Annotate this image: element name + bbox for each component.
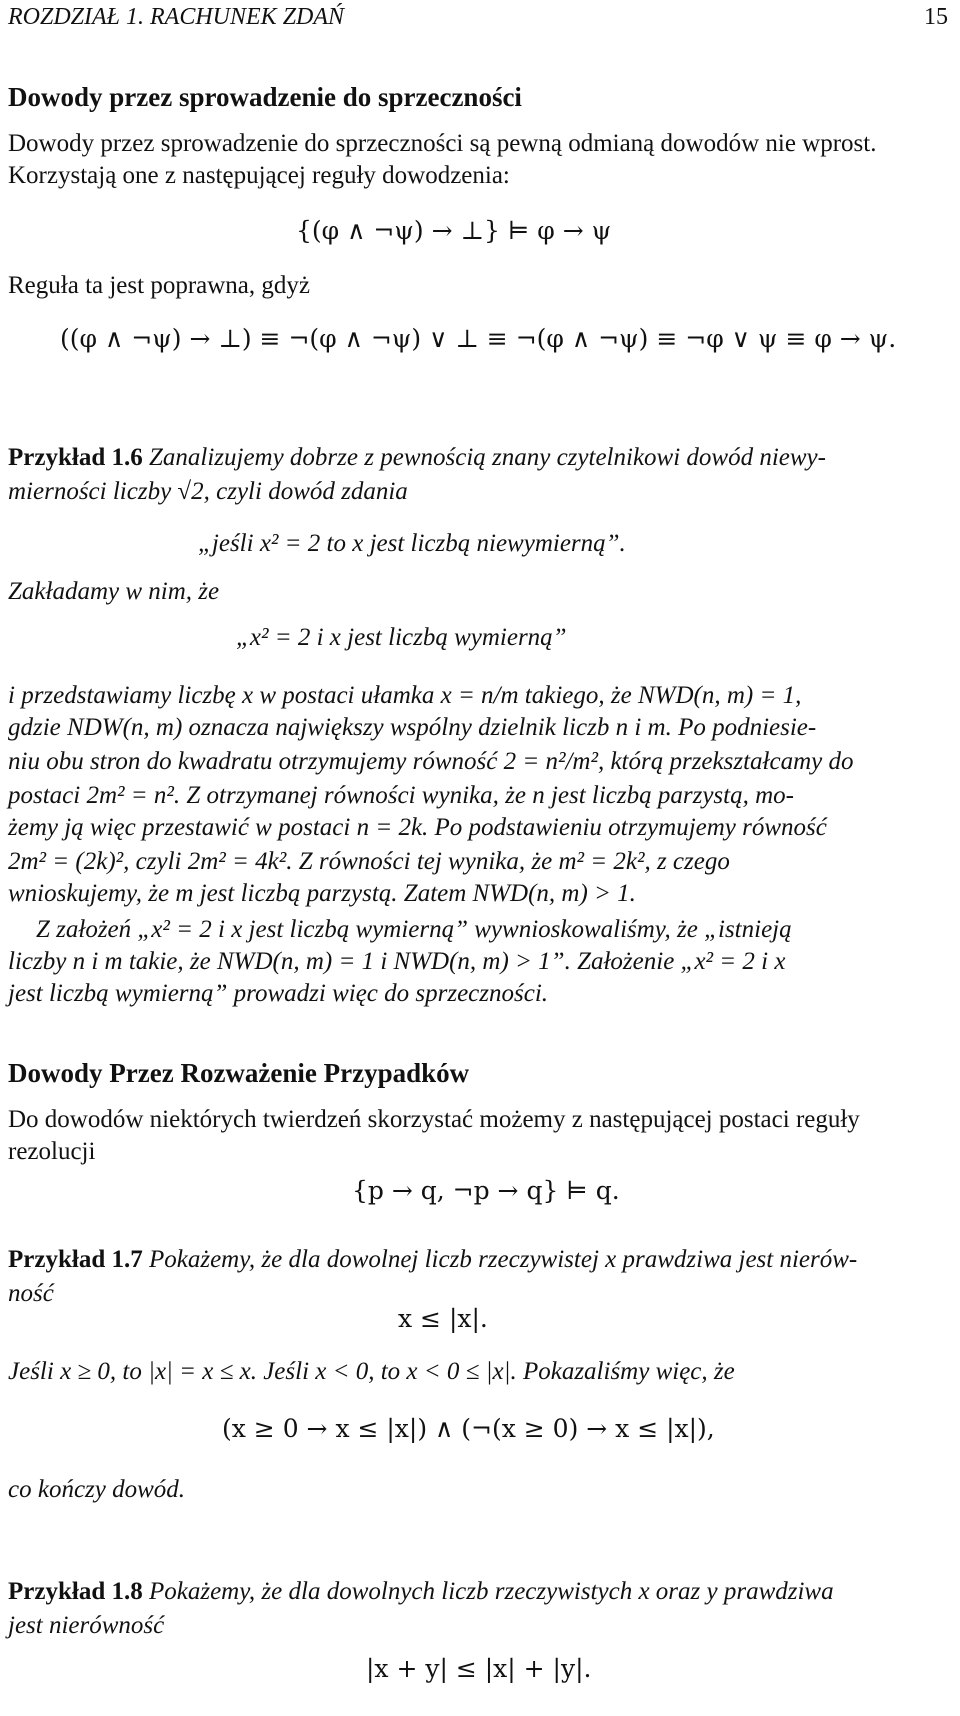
example-1-7-end: co kończy dowód. [8,1476,186,1503]
example-1-8-label: Przykład 1.8 [8,1578,143,1605]
section-heading-contradiction: Dowody przez sprowadzenie do sprzeczności [8,82,522,112]
rule-justification-text: Reguła ta jest poprawna, gdyż [8,272,310,299]
example-1-6-assume-text: Zakładamy w nim, że [8,578,220,605]
proof-body-line: żemy ją więc przestawić w postaci n = 2k. Po podstawieniu otrzymujemy równość [8,814,827,841]
proof-body-line: 2m² = (2k)², czyli 2m² = 4k². Z równości tej wynika, że m² = 2k², z czego [8,848,730,875]
example-1-6-statement: „jeśli x² = 2 to x jest liczbą niewymierną”. [198,530,626,557]
resolution-rule-formula: {p → q, ¬p → q} ⊨ q. [352,1176,620,1205]
example-1-8-line2: jest nierówność [8,1612,165,1639]
example-1-8-line1 [8,1578,952,1606]
example-1-6-assumption: „x² = 2 i x jest liczbą wymierną” [236,624,567,651]
proof-body-line: gdzie NDW(n, m) oznacza największy wspólny dzielnik liczb n i m. Po podniesie- [8,714,817,741]
example-1-6-text: Zanalizujemy dobrze z pewnością znany czytelnikowi dowód niewy- [148,444,826,471]
example-1-7-label: Przykład 1.7 [8,1246,143,1273]
example-1-8-text: Pokażemy, że dla dowolnych liczb rzeczywistych x oraz y prawdziwa [148,1578,834,1605]
example-1-7-line2: ność [8,1280,54,1307]
example-1-6-label: Przykład 1.6 [8,444,143,471]
section1-paragraph-line1: Dowody przez sprowadzenie do sprzeczności są pewną odmianą dowodów nie wprost. [8,130,877,157]
example-1-7-line3: Jeśli x ≥ 0, to |x| = x ≤ x. Jeśli x < 0, to x < 0 ≤ |x|. Pokazaliśmy więc, że [8,1358,735,1385]
running-header-title: ROZDZIAŁ 1. RACHUNEK ZDAŃ [8,4,345,30]
example-1-6-line2: mierności liczby √2, czyli dowód zdania [8,478,408,505]
example-1-7-line1 [8,1246,952,1274]
section1-paragraph-line2: Korzystają one z następującej reguły dowodzenia: [8,162,510,189]
proof-body-line: jest liczbą wymierną” prowadzi więc do sprzeczności. [8,980,549,1007]
example-1-7-text: Pokażemy, że dla dowolnej liczb rzeczywistej x prawdziwa jest nierów- [148,1246,858,1273]
example-1-8-formula: |x + y| ≤ |x| + |y|. [366,1654,592,1683]
example-1-7-formula2: (x ≥ 0 → x ≤ |x|) ∧ (¬(x ≥ 0) → x ≤ |x|), [222,1414,715,1443]
section2-line1: Do dowodów niektórych twierdzeń skorzystać możemy z następującej postaci reguły [8,1106,860,1133]
proof-body-line: Z założeń „x² = 2 i x jest liczbą wymierną” wywnioskowaliśmy, że „istnieją [36,916,792,943]
proof-body-line: postaci 2m² = n². Z otrzymanej równości wynika, że n jest liczbą parzystą, mo- [8,782,794,809]
example-1-7-formula: x ≤ |x|. [398,1304,488,1333]
section2-line2: rezolucji [8,1138,96,1165]
proof-body-line: i przedstawiamy liczbę x w postaci ułamka x = n/m takiego, że NWD(n, m) = 1, [8,682,802,709]
equivalence-chain-formula: ((φ ∧ ¬ψ) → ⊥) ≡ ¬(φ ∧ ¬ψ) ∨ ⊥ ≡ ¬(φ ∧ ¬ψ) ≡ ¬φ ∨ ψ ≡ φ → ψ. [60,324,897,353]
section-heading-cases: Dowody Przez Rozważenie Przypadków [8,1058,470,1088]
proof-body-line: niu obu stron do kwadratu otrzymujemy równość 2 = n²/m², którą przekształcamy do [8,748,854,775]
inference-rule-formula: {(φ ∧ ¬ψ) → ⊥} ⊨ φ → ψ [296,216,612,245]
proof-body-line: wnioskujemy, że m jest liczbą parzystą. Zatem NWD(n, m) > 1. [8,880,636,907]
proof-body-line: liczby n i m takie, że NWD(n, m) = 1 i NWD(n, m) > 1”. Założenie „x² = 2 i x [8,948,786,975]
page-number: 15 [924,4,948,30]
example-1-6-line1 [8,444,952,472]
